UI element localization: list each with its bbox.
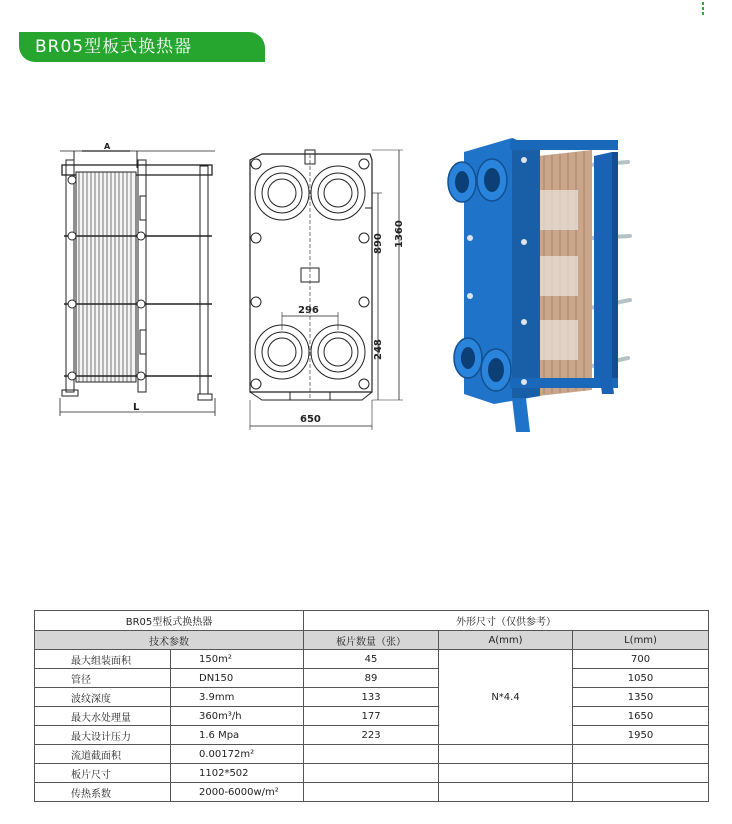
tech-params-header: 技术参数 <box>35 631 304 650</box>
l-value: 1950 <box>573 726 709 745</box>
param-value: 150m² <box>171 650 304 669</box>
side-view-drawing <box>60 151 215 416</box>
plates-value: 223 <box>304 726 439 745</box>
table-row <box>35 707 709 726</box>
l-column-header: L(mm) <box>573 631 709 650</box>
empty-cell <box>573 764 709 783</box>
table-row <box>35 650 709 669</box>
empty-cell <box>304 745 439 764</box>
l-value: 1050 <box>573 669 709 688</box>
table-row <box>35 688 709 707</box>
dim-label-1360: 1360 <box>394 220 405 248</box>
a-column-header: A(mm) <box>439 631 573 650</box>
table-row <box>35 669 709 688</box>
heat-exchanger-illustration <box>448 138 630 432</box>
plates-value: 89 <box>304 669 439 688</box>
table-title-left: BR05型板式换热器 <box>35 611 304 631</box>
empty-cell <box>573 745 709 764</box>
empty-cell <box>304 764 439 783</box>
plates-value: 45 <box>304 650 439 669</box>
param-value: 3.9mm <box>171 688 304 707</box>
param-label: 最大组装面积 <box>35 650 171 669</box>
empty-cell <box>439 783 573 802</box>
table-row <box>35 783 709 802</box>
param-label: 管径 <box>35 669 171 688</box>
param-label: 板片尺寸 <box>35 764 171 783</box>
param-label: 流道截面积 <box>35 745 171 764</box>
a-value: N*4.4 <box>439 650 573 745</box>
dim-label-a: A <box>104 142 111 151</box>
param-value: DN150 <box>171 669 304 688</box>
page-title: BR05型板式换热器 <box>19 32 265 62</box>
param-value: 1102*502 <box>171 764 304 783</box>
l-value: 1650 <box>573 707 709 726</box>
dim-label-296: 296 <box>298 305 319 316</box>
dim-label-l: L <box>133 402 140 413</box>
empty-cell <box>573 783 709 802</box>
l-value: 1350 <box>573 688 709 707</box>
dim-label-650: 650 <box>300 414 321 425</box>
empty-cell <box>439 745 573 764</box>
empty-cell <box>304 783 439 802</box>
table-row <box>35 764 709 783</box>
param-value: 0.00172m² <box>171 745 304 764</box>
plates-column-header: 板片数量（张） <box>304 631 439 650</box>
dim-label-248: 248 <box>373 339 384 360</box>
table-title-right: 外形尺寸（仅供参考） <box>304 611 709 631</box>
param-label: 最大设计压力 <box>35 726 171 745</box>
l-value: 700 <box>573 650 709 669</box>
param-value: 1.6 Mpa <box>171 726 304 745</box>
plates-value: 133 <box>304 688 439 707</box>
empty-cell <box>439 764 573 783</box>
param-label: 传热系数 <box>35 783 171 802</box>
plates-value: 177 <box>304 707 439 726</box>
dim-label-890: 890 <box>373 233 384 254</box>
table-row <box>35 726 709 745</box>
param-label: 最大水处理量 <box>35 707 171 726</box>
param-value: 2000-6000w/m² <box>171 783 304 802</box>
param-value: 360m³/h <box>171 707 304 726</box>
spec-table <box>34 610 709 802</box>
front-view-drawing <box>250 150 403 430</box>
table-row <box>35 745 709 764</box>
param-label: 波纹深度 <box>35 688 171 707</box>
